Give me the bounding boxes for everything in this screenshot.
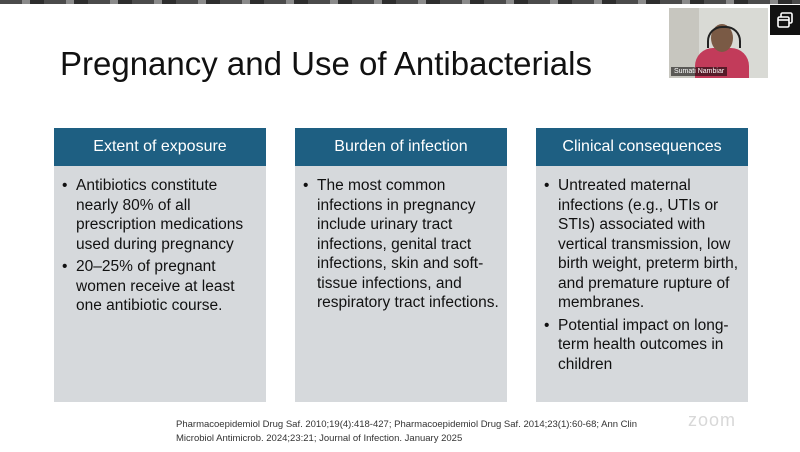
participant-video-tile[interactable] <box>669 8 768 78</box>
citation-text: Pharmacoepidemiol Drug Saf. 2010;19(4):418-427; Pharmacoepidemiol Drug Saf. 2014;23(1):60-68; Ann Clin Microbiol Antimicrob. 2024;23:21; Journal of Infection. January 2025 <box>176 419 638 444</box>
dock-window-button[interactable] <box>770 5 800 35</box>
column-extent-of-exposure <box>54 128 266 402</box>
dock-window-icon <box>777 12 793 28</box>
bullet-list <box>536 166 748 374</box>
bullet-item: • Untreated maternal infections (e.g., UTIs or STIs) associated with vertical transmission, low birth weight, preterm birth, and premature rupture of membranes. <box>558 176 742 313</box>
column-header: Extent of exposure <box>54 128 266 166</box>
bullet-item: • Antibiotics constitute nearly 80% of all prescription medications used during pregnancy <box>76 176 260 254</box>
bullet-item: • 20–25% of pregnant women receive at least one antibiotic course. <box>76 257 260 316</box>
headset-icon <box>707 26 741 48</box>
participant-name-label: Sumati Nambiar <box>671 67 727 76</box>
column-clinical-consequences <box>536 128 748 402</box>
shared-screen-top-strip <box>0 0 800 4</box>
slide-title: Pregnancy and Use of Antibacterials <box>60 45 592 82</box>
bullet-list <box>295 166 507 313</box>
bullet-item: • The most common infections in pregnancy include urinary tract infections, genital tract infections, skin and soft-tissue infections, and respiratory tract infections. <box>317 176 501 313</box>
bullet-list <box>54 166 266 316</box>
column-header: Burden of infection <box>295 128 507 166</box>
column-header: Clinical consequences <box>536 128 748 166</box>
zoom-watermark: zoom <box>688 410 737 430</box>
bullet-item: • Potential impact on long-term health outcomes in children <box>558 316 742 375</box>
column-burden-of-infection <box>295 128 507 402</box>
